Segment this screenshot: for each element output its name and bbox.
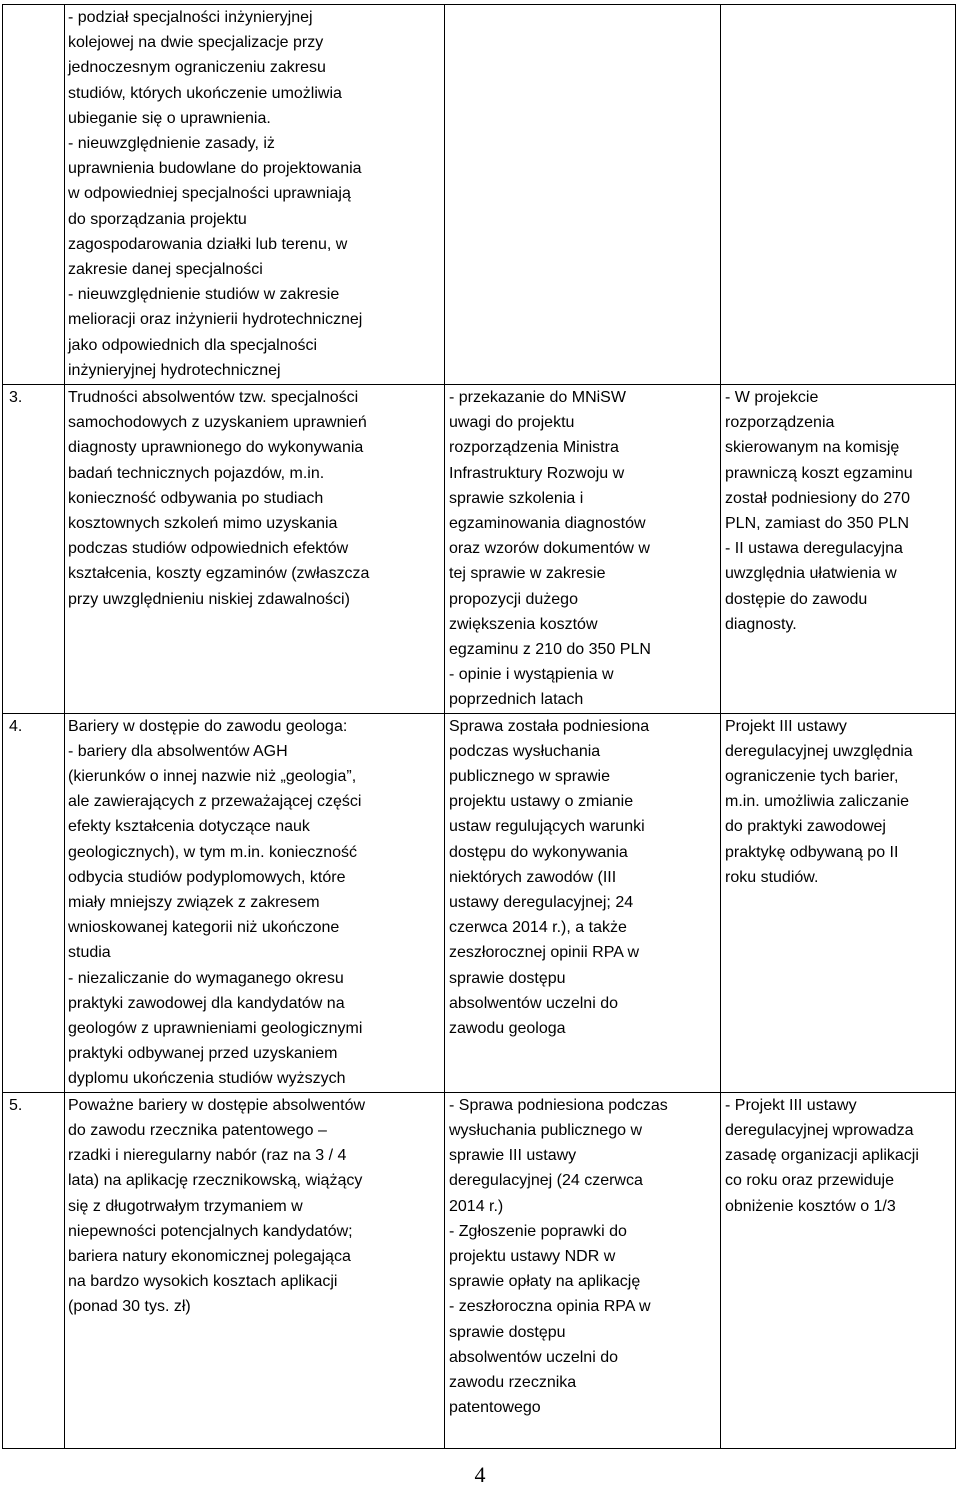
effects-line: - II ustawa deregulacyjna (725, 540, 903, 558)
problem-description-line: praktyki odbywanej przed uzyskaniem (68, 1045, 338, 1063)
actions-taken-line: projektu ustawy o zmianie (449, 793, 634, 811)
actions-taken-line: absolwentów uczelni do (449, 994, 618, 1012)
actions-taken-line: Infrastruktury Rozwoju w (449, 464, 625, 482)
effects-line: do praktyki zawodowej (725, 818, 886, 836)
problem-description-line: dyplomu ukończenia studiów wyższych (68, 1070, 346, 1088)
actions-taken-line: dostępu do wykonywania (449, 843, 628, 861)
problem-description-line: odbycia studiów podyplomowych, które (68, 868, 346, 886)
effects-line: Projekt III ustawy (725, 717, 847, 735)
table-row (3, 713, 956, 1092)
effects-line: - Projekt III ustawy (725, 1096, 857, 1114)
actions-taken-line: zeszłorocznej opinii RPA w (449, 944, 640, 962)
actions-taken-line: ustaw regulujących warunki (449, 818, 645, 836)
problem-description-line: - nieuwzględnienie studiów w zakresie (68, 286, 340, 304)
actions-taken-line: propozycji dużego (449, 590, 578, 608)
actions-taken-line: - Sprawa podniesiona podczas (449, 1096, 668, 1114)
problem-description-line: kształcenia, koszty egzaminów (zwłaszcza (68, 565, 370, 583)
problem-description-line: wnioskowanej kategorii niż ukończone (68, 919, 340, 937)
problem-description-line: diagnosty uprawnionego do wykonywania (68, 439, 364, 457)
problem-description-cell (65, 385, 445, 714)
effects-line: dostępie do zawodu (725, 590, 868, 608)
effects-line: praktykę odbywaną po II (725, 843, 899, 861)
problem-description-line: - bariery dla absolwentów AGH (68, 742, 288, 760)
actions-taken-line: czerwca 2014 r.), a także (449, 919, 627, 937)
problem-description-line: (kierunków o innej nazwie niż „geologia”, (68, 768, 357, 786)
problem-description-line: lata) na aplikację rzecznikowską, wiążący (68, 1172, 363, 1190)
effects-line: ograniczenie tych barier, (725, 768, 899, 786)
actions-taken-line: rozporządzenia Ministra (449, 439, 619, 457)
effects-cell (721, 385, 956, 714)
problem-description-line: do sporządzania projektu (68, 210, 247, 228)
problem-description-line: - podział specjalności inżynieryjnej (68, 9, 313, 26)
actions-taken-cell (445, 713, 721, 1092)
actions-taken-line: Sprawa została podniesiona (449, 717, 650, 735)
effects-line: - W projekcie (725, 389, 819, 406)
problem-description-line: inżynieryjnej hydrotechnicznej (68, 361, 281, 379)
actions-taken-line: poprzednich latach (449, 691, 584, 709)
actions-taken-cell (445, 5, 721, 385)
actions-taken-line: zawodu rzecznika (449, 1373, 577, 1391)
problem-description-line: rzadki i nieregularny nabór (raz na 3 / 4 (68, 1147, 347, 1165)
problem-description-line: jako odpowiednich dla specjalności (68, 336, 318, 354)
effects-line: co roku oraz przewiduje (725, 1172, 894, 1190)
effects-line: zasadę organizacji aplikacji (725, 1147, 919, 1165)
effects-line: uwzględnia ułatwienia w (725, 565, 897, 583)
problem-description-line: miały mniejszy związek z zakresem (68, 894, 320, 912)
actions-taken-line: - Zgłoszenie poprawki do (449, 1222, 627, 1240)
actions-taken-line: egzaminu z 210 do 350 PLN (449, 641, 651, 659)
problem-description-line: melioracji oraz inżynierii hydrotechnicznej (68, 311, 363, 329)
problem-description-line: jednoczesnym ograniczeniu zakresu (68, 59, 326, 77)
effects-line: obniżenie kosztów o 1/3 (725, 1197, 896, 1215)
actions-taken-line: zwiększenia kosztów (449, 615, 598, 633)
actions-taken-line: tej sprawie w zakresie (449, 565, 606, 583)
problem-description-cell (65, 5, 445, 385)
effects-line: prawniczą koszt egzaminu (725, 464, 913, 482)
actions-taken-cell (445, 1092, 721, 1448)
problem-description-line: zakresie danej specjalności (68, 261, 263, 279)
table-row (3, 385, 956, 714)
effects-line: roku studiów. (725, 868, 819, 886)
actions-taken-line: sprawie dostępu (449, 969, 566, 987)
problem-description-line: Trudności absolwentów tzw. specjalności (68, 389, 359, 406)
problem-description-line: - nieuwzględnienie zasady, iż (68, 135, 275, 153)
actions-taken-line: egzaminowania diagnostów (449, 515, 646, 533)
problem-description-line: praktyki zawodowej dla kandydatów na (68, 994, 345, 1012)
problem-description-line: geologów z uprawnieniami geologicznymi (68, 1020, 363, 1038)
effects-line: PLN, zamiast do 350 PLN (725, 515, 910, 533)
effects-line: deregulacyjnej uwzględnia (725, 742, 913, 760)
actions-taken-line: - opinie i wystąpienia w (449, 666, 614, 684)
actions-taken-line: absolwentów uczelni do (449, 1348, 618, 1366)
actions-taken-line: patentowego (449, 1399, 541, 1417)
problem-description-line: podczas studiów odpowiednich efektów (68, 540, 349, 558)
document-table (2, 4, 956, 1449)
problem-description-line: do zawodu rzecznika patentowego – (68, 1121, 327, 1139)
problem-description-line: konieczność odbywania po studiach (68, 489, 324, 507)
problem-description-line: na bardzo wysokich kosztach aplikacji (68, 1273, 338, 1291)
problem-description-line: w odpowiedniej specjalności uprawniają (68, 185, 351, 203)
problem-description-line: się z długotrwałym trzymaniem w (68, 1197, 303, 1215)
actions-taken-cell (445, 385, 721, 714)
problem-description-line: przy uwzględnieniu niskiej zdawalności) (68, 590, 350, 608)
row-number-cell (3, 713, 65, 1092)
effects-cell (721, 713, 956, 1092)
row-number-cell (3, 1092, 65, 1448)
actions-taken-line: - zeszłoroczna opinia RPA w (449, 1298, 651, 1316)
row-number: 5. (9, 1096, 23, 1114)
actions-taken-line: sprawie dostępu (449, 1323, 566, 1341)
actions-taken-line: deregulacyjnej (24 czerwca (449, 1172, 643, 1190)
problem-description-line: studia (68, 944, 111, 962)
effects-line: diagnosty. (725, 615, 797, 633)
effects-cell (721, 5, 956, 385)
page-number: 4 (474, 1462, 486, 1487)
problem-description-line: Poważne bariery w dostępie absolwentów (68, 1096, 366, 1114)
row-number-cell (3, 385, 65, 714)
problem-description-line: kosztownych szkoleń mimo uzyskania (68, 515, 338, 533)
problem-description-line: zagospodarowania działki lub terenu, w (68, 235, 348, 253)
actions-taken-line: podczas wysłuchania (449, 742, 601, 760)
actions-taken-line: niektórych zawodów (III (449, 868, 617, 886)
actions-taken-line: 2014 r.) (449, 1197, 504, 1215)
problem-description-line: bariera natury ekonomicznej polegająca (68, 1247, 351, 1265)
actions-taken-line: sprawie III ustawy (449, 1147, 577, 1165)
problem-description-cell (65, 1092, 445, 1448)
problem-description-line: (ponad 30 tys. zł) (68, 1298, 191, 1316)
actions-taken-line: publicznego w sprawie (449, 768, 610, 786)
row-number-cell (3, 5, 65, 385)
problem-description-line: ubieganie się o uprawnienia. (68, 109, 271, 127)
problem-description-line: uprawnienia budowlane do projektowania (68, 160, 362, 178)
problem-description-line: niepewności potencjalnych kandydatów; (68, 1222, 353, 1240)
problem-description-line: efekty kształcenia dotyczące nauk (68, 818, 310, 836)
effects-line: m.in. umożliwia zaliczanie (725, 793, 910, 811)
actions-taken-line: oraz wzorów dokumentów w (449, 540, 650, 558)
actions-taken-line: ustawy deregulacyjnej; 24 (449, 894, 634, 912)
actions-taken-line: sprawie opłaty na aplikację (449, 1273, 641, 1291)
problem-description-line: Bariery w dostępie do zawodu geologa: (68, 717, 348, 735)
actions-taken-line: zawodu geologa (449, 1020, 566, 1038)
table-row (3, 5, 956, 385)
actions-taken-line: sprawie szkolenia i (449, 489, 584, 507)
effects-line: został podniesiony do 270 (725, 489, 911, 507)
row-number: 4. (9, 717, 23, 735)
effects-line: deregulacyjnej wprowadza (725, 1121, 914, 1139)
row-number: 3. (9, 389, 23, 406)
effects-line: rozporządzenia (725, 414, 835, 432)
problem-description-line: samochodowych z uzyskaniem uprawnień (68, 414, 367, 432)
actions-taken-line: projektu ustawy NDR w (449, 1247, 616, 1265)
problem-description-line: kolejowej na dwie specjalizacje przy (68, 34, 324, 52)
problem-description-line: studiów, których ukończenie umożliwia (68, 84, 342, 102)
effects-line: skierowanym na komisję (725, 439, 900, 457)
effects-cell (721, 1092, 956, 1448)
actions-taken-line: uwagi do projektu (449, 414, 575, 432)
actions-taken-line: - przekazanie do MNiSW (449, 389, 626, 406)
problem-description-cell (65, 713, 445, 1092)
problem-description-line: badań technicznych pojazdów, m.in. (68, 464, 325, 482)
actions-taken-line: wysłuchania publicznego w (449, 1121, 642, 1139)
problem-description-line: - niezaliczanie do wymaganego okresu (68, 969, 344, 987)
table-row (3, 1092, 956, 1448)
problem-description-line: geologicznych), w tym m.in. konieczność (68, 843, 357, 861)
problem-description-line: ale zawierających z przeważającej części (68, 793, 362, 811)
